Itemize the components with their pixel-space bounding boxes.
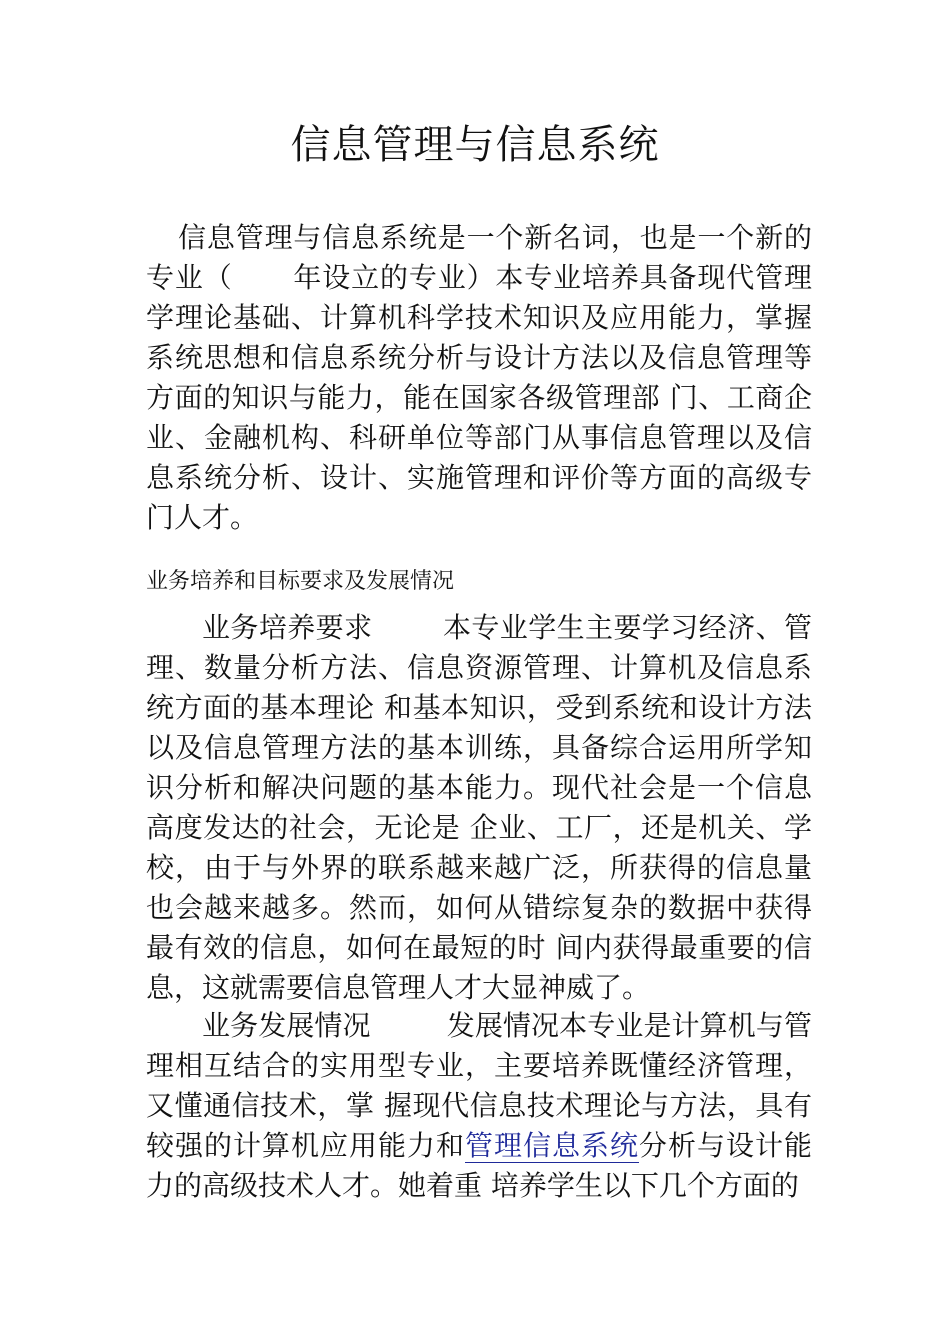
development-text-after-link: 分析与设计能力的高级技术人才。她着重 培养学生以下几个方面的 bbox=[146, 1129, 812, 1202]
requirements-text: 本专业学生主要学习经济、管理、数量分析方法、信息资源管理、计算机及信息系统方面的基本理论 和基本知识，受到系统和设计方法以及信息管理方法的基本训练，具备综合运用所学知识分析和解决问题的基本能力。现代社会是一个信息高度发达的社会，无论是 企业、工厂，还是机关、学校，由于与外界的联系越来越广泛，所获得的信息量也会越来越多。然而，如何从错综复杂的数据中获得最有效的信息，如何在最短的时 间内获得最重要的信息，这就需要信息管理人才大显神威了。 bbox=[146, 611, 812, 1004]
development-text-before-link: 发展情况本专业是计算机与管理相互结合的实用型专业，主要培养既懂经济管理，又懂通信技术，掌 握现代信息技术理论与方法，具有较强的计算机应用能力和 bbox=[146, 1009, 812, 1162]
requirements-lead: 业务培养要求 bbox=[202, 611, 373, 644]
section-heading: 业务培养和目标要求及发展情况 bbox=[146, 569, 455, 594]
development-lead: 业务发展情况 bbox=[202, 1009, 371, 1042]
document-title: 信息管理与信息系统 bbox=[290, 122, 660, 168]
mis-link[interactable]: 管理信息系统 bbox=[464, 1129, 639, 1162]
intro-text-part1: 信息管理与信息系统是一个新名词，也是一个新的专业（ bbox=[146, 221, 812, 294]
intro-text-part2: 年设立的专业）本专业培养具备现代管理学理论基础、计算机科学技术知识及应用能力，掌握系统思想和信息系统分析与设计方法以及信息管理等方面的知识与能力，能在国家各级管理部 门、工商企业、金融机构、科研单位等部门从事信息管理以及信息系统分析、设计、实施管理和评价等方面的高级专门人才。 bbox=[146, 261, 812, 534]
requirements-paragraph bbox=[146, 608, 812, 1008]
intro-paragraph bbox=[146, 218, 812, 538]
development-paragraph bbox=[146, 1006, 812, 1206]
